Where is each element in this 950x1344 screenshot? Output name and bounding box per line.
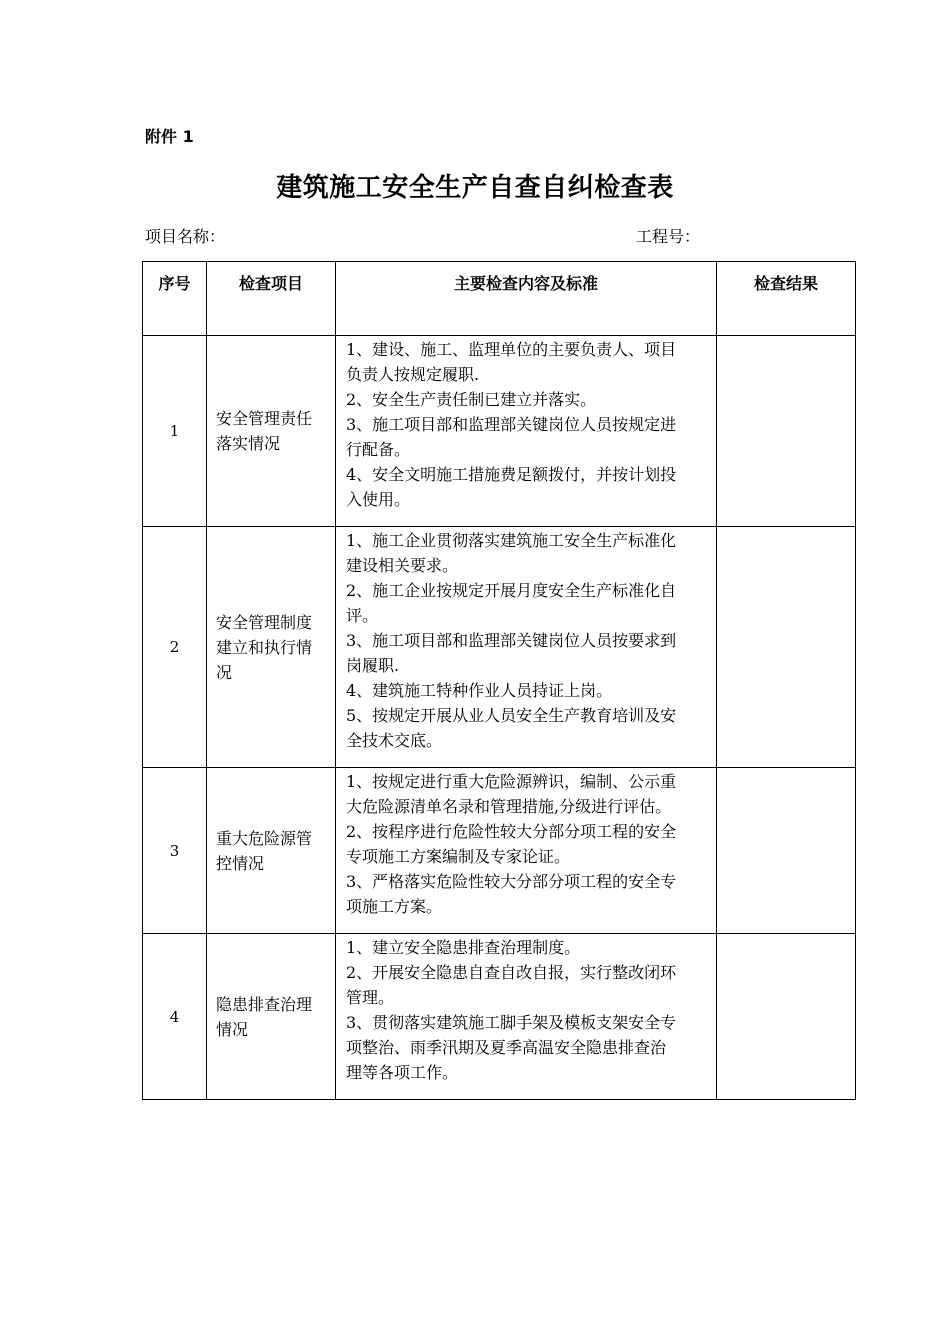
content-line: 3、严格落实危险性较大分部分项工程的安全专 [346, 872, 677, 891]
item-line: 隐患排查治理 [216, 994, 313, 1014]
row-content [336, 934, 717, 1100]
header-index: 序号 [143, 262, 207, 336]
table-row [143, 336, 856, 527]
content-line: 4、建筑施工特种作业人员持证上岗。 [346, 681, 613, 700]
row-result [717, 336, 856, 527]
item-line: 况 [216, 662, 233, 682]
header-content: 主要检查内容及标准 [336, 262, 717, 336]
row-index: 1 [143, 336, 207, 527]
content-line: 负责人按规定履职. [346, 365, 480, 384]
project-name-label: 项目名称： [145, 227, 226, 246]
content-line: 岗履职. [346, 656, 400, 675]
content-line: 1、按规定进行重大危险源辨识，编制、公示重 [346, 772, 677, 791]
inspection-table [142, 261, 856, 1100]
row-item [207, 527, 336, 768]
page-title: 建筑施工安全生产自查自纠检查表 [276, 173, 674, 203]
row-content [336, 336, 717, 527]
content-line: 3、施工项目部和监理部关键岗位人员按要求到 [346, 631, 677, 650]
row-index: 4 [143, 934, 207, 1100]
row-content [336, 527, 717, 768]
content-line: 3、贯彻落实建筑施工脚手架及模板支架安全专 [346, 1013, 677, 1032]
item-line: 建立和执行情 [216, 637, 313, 657]
content-line: 1、建立安全隐患排查治理制度。 [346, 938, 581, 957]
table-header-row [143, 262, 856, 336]
content-line: 行配备。 [346, 440, 411, 459]
content-line: 1、建设、施工、监理单位的主要负责人、项目 [346, 340, 677, 359]
content-line: 1、施工企业贯彻落实建筑施工安全生产标准化 [346, 531, 677, 550]
content-line: 2、施工企业按规定开展月度安全生产标准化自 [346, 581, 677, 600]
content-line: 全技术交底。 [346, 731, 443, 750]
content-line: 2、开展安全隐患自查自改自报，实行整改闭环 [346, 963, 677, 982]
item-line: 控情况 [216, 853, 265, 873]
item-line: 安全管理责任 [216, 409, 313, 428]
content-line: 入使用。 [346, 490, 411, 509]
content-line: 项施工方案。 [346, 897, 443, 916]
row-result [717, 527, 856, 768]
item-line: 情况 [216, 1019, 249, 1039]
content-line: 2、按程序进行危险性较大分部分项工程的安全 [346, 822, 677, 841]
content-line: 大危险源清单名录和管理措施,分级进行评估。 [346, 797, 672, 816]
row-index: 3 [143, 768, 207, 934]
content-line: 4、安全文明施工措施费足额拨付，并按计划投 [346, 465, 677, 484]
row-result [717, 934, 856, 1100]
content-line: 管理。 [346, 988, 395, 1007]
table-row [143, 934, 856, 1100]
row-index: 2 [143, 527, 207, 768]
row-item [207, 934, 336, 1100]
project-number-label: 工程号： [636, 227, 701, 246]
attachment-label: 附件 1 [145, 127, 194, 146]
item-line: 落实情况 [216, 434, 281, 453]
content-line: 3、施工项目部和监理部关键岗位人员按规定进 [346, 415, 677, 434]
header-item: 检查项目 [207, 262, 336, 336]
item-line: 安全管理制度 [216, 612, 313, 632]
content-line: 专项施工方案编制及专家论证。 [346, 847, 571, 866]
table-row [143, 527, 856, 768]
content-line: 评。 [346, 606, 379, 625]
content-line: 建设相关要求。 [346, 556, 459, 575]
table-row [143, 768, 856, 934]
row-result [717, 768, 856, 934]
content-line: 项整治、雨季汛期及夏季高温安全隐患排查治 [346, 1038, 667, 1057]
content-line: 2、安全生产责任制已建立并落实。 [346, 390, 597, 409]
header-result: 检查结果 [717, 262, 856, 336]
row-content [336, 768, 717, 934]
row-item [207, 336, 336, 527]
row-item [207, 768, 336, 934]
content-line: 5、按规定开展从业人员安全生产教育培训及安 [346, 706, 677, 725]
content-line: 理等各项工作。 [346, 1063, 459, 1082]
item-line: 重大危险源管 [216, 828, 313, 848]
